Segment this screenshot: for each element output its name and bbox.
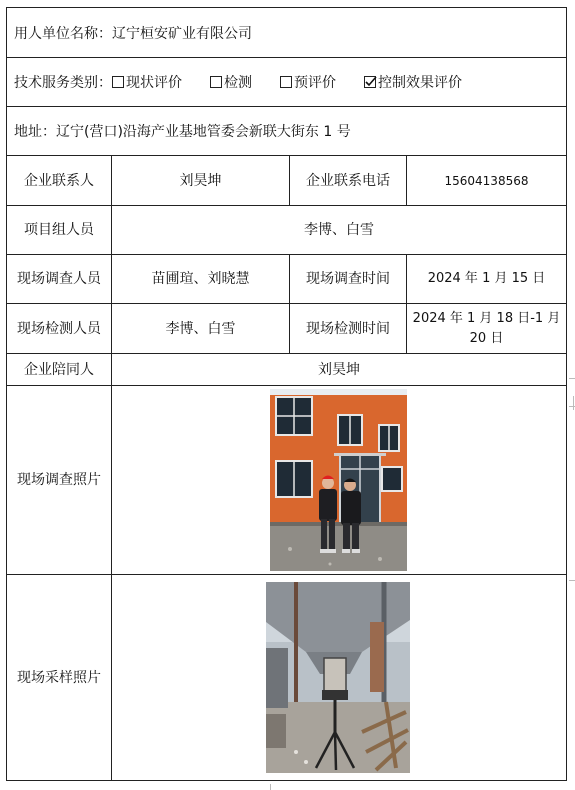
survey-staff-label: 现场调查人员 xyxy=(7,255,112,303)
sample-photo-image xyxy=(266,582,410,773)
test-staff-label: 现场检测人员 xyxy=(7,304,112,353)
test-time-label: 现场检测时间 xyxy=(290,304,407,353)
test-time-value-line-2: 20 日 xyxy=(469,330,504,346)
unit-name-value: 辽宁桓安矿业有限公司 xyxy=(112,25,252,42)
escort-value: 刘昊坤 xyxy=(318,361,360,378)
unit-name-label: 用人单位名称： xyxy=(14,25,112,42)
page-edge-mark xyxy=(569,406,575,407)
checkbox-unchecked-icon[interactable] xyxy=(280,76,292,88)
survey-photo-label: 现场调查照片 xyxy=(7,386,112,574)
page-edge-mark xyxy=(270,784,271,790)
sample-photo-cell xyxy=(112,575,566,780)
option-testing[interactable] xyxy=(210,72,252,92)
option-label: 控制效果评价 xyxy=(378,75,462,91)
unit-row xyxy=(7,8,566,58)
address-value: 辽宁(营口)沿海产业基地管委会新联大街东 1 号 xyxy=(56,124,351,140)
team-label: 项目组人员 xyxy=(7,206,112,254)
option-status-evaluation[interactable] xyxy=(112,72,182,92)
escort-label: 企业陪同人 xyxy=(7,354,112,385)
survey-staff-value: 苗圃瑄、刘晓慧 xyxy=(112,255,290,303)
test-staff-value: 李博、白雪 xyxy=(112,304,290,353)
option-control-effect-evaluation[interactable] xyxy=(364,72,462,92)
address-label: 地址： xyxy=(14,124,56,140)
checkbox-unchecked-icon[interactable] xyxy=(210,76,222,88)
survey-photo-row xyxy=(7,386,566,575)
record-sheet xyxy=(6,7,567,781)
survey-time-label: 现场调查时间 xyxy=(290,255,407,303)
category-line xyxy=(14,58,562,106)
contact-label: 企业联系人 xyxy=(7,156,112,205)
page-edge-mark xyxy=(569,580,575,581)
phone-label: 企业联系电话 xyxy=(290,156,407,205)
page-edge-mark xyxy=(573,396,574,410)
sample-photo-label: 现场采样照片 xyxy=(7,575,112,780)
checkbox-checked-icon[interactable] xyxy=(364,76,376,88)
team-row xyxy=(7,206,566,255)
sample-photo-row xyxy=(7,575,566,780)
option-label: 检测 xyxy=(224,75,252,91)
contact-value: 刘昊坤 xyxy=(112,156,290,205)
survey-photo-cell xyxy=(112,386,566,574)
escort-row xyxy=(7,354,566,386)
survey-photo-image xyxy=(270,389,407,571)
option-label: 预评价 xyxy=(294,75,336,91)
address-row xyxy=(7,107,566,156)
category-label: 技术服务类别： xyxy=(14,75,112,91)
contact-row xyxy=(7,156,566,206)
test-time-value-line-1: 2024 年 1 月 18 日-1 月 xyxy=(412,310,561,326)
survey-time-value: 2024 年 1 月 15 日 xyxy=(427,271,546,286)
survey-row xyxy=(7,255,566,304)
test-row xyxy=(7,304,566,354)
phone-value: 15604138568 xyxy=(444,173,529,188)
option-pre-evaluation[interactable] xyxy=(280,72,336,92)
page-edge-mark xyxy=(569,378,575,379)
address-line xyxy=(14,107,562,155)
category-row xyxy=(7,58,566,107)
option-label: 现状评价 xyxy=(126,75,182,91)
unit-name-line xyxy=(14,8,562,57)
checkbox-unchecked-icon[interactable] xyxy=(112,76,124,88)
test-time-value xyxy=(407,304,566,353)
team-value: 李博、白雪 xyxy=(304,222,374,238)
